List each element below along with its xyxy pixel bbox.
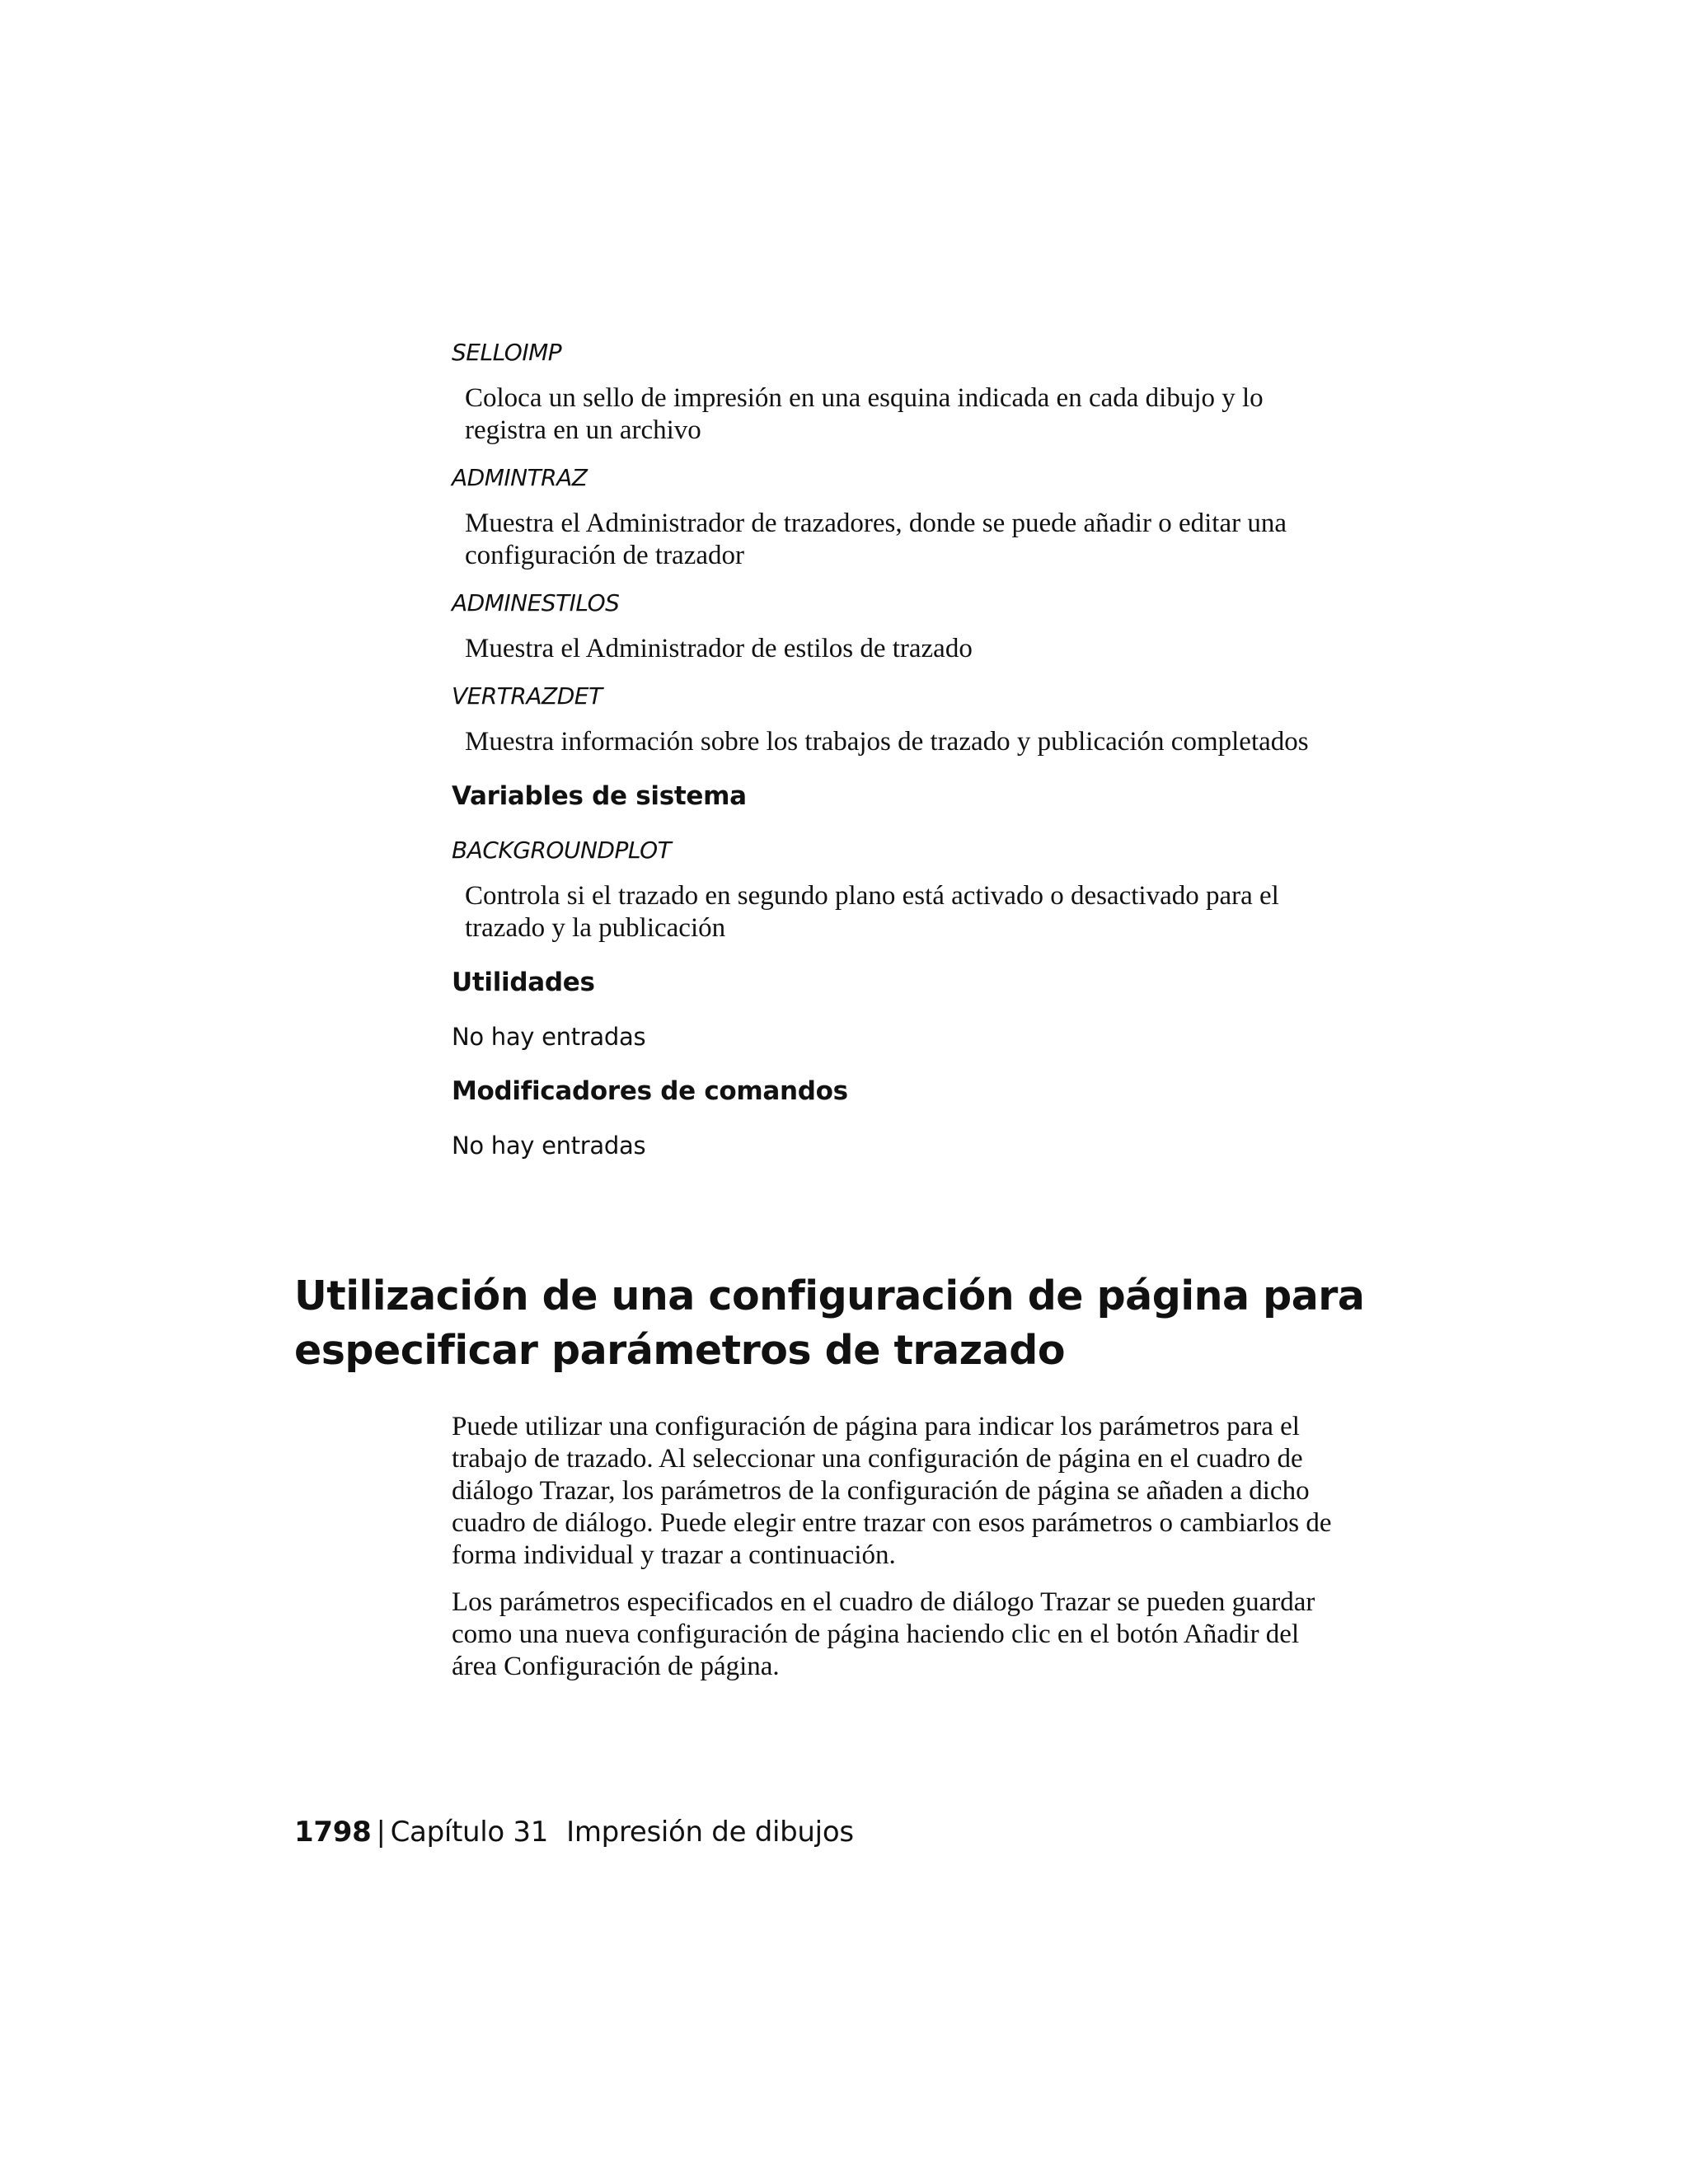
section-title-line-2: especificar parámetros de trazado — [294, 1327, 1065, 1374]
command-modifiers-text: No hay entradas — [452, 1132, 646, 1160]
command-name-selloimp: SELLOIMP — [452, 339, 562, 366]
command-reference-list — [452, 336, 1350, 1177]
command-modifiers-heading: Modificadores de comandos — [452, 1076, 848, 1106]
section-body — [452, 1411, 1350, 1698]
command-name-vertrazdet: VERTRAZDET — [452, 682, 603, 710]
utilities-heading: Utilidades — [452, 968, 595, 997]
system-variable-description-backgroundplot: Controla si el trazado en segundo plano está activado o desactivado para el trazado y la publicación — [465, 881, 1279, 943]
section-title — [294, 1269, 1366, 1378]
footer-separator: | — [376, 1816, 386, 1849]
system-variable-name-backgroundplot: BACKGROUNDPLOT — [452, 837, 672, 864]
section-title-line-1: Utilización de una configuración de página para — [294, 1272, 1365, 1319]
body-paragraph: Puede utilizar una configuración de página para indicar los parámetros para el trabajo de trazado. Al seleccionar una configuración de página en el cuadro de diálogo Trazar, los parámetros de la configuración de página se añaden a dicho cuadro de diálogo. Puede elegir entre trazar con esos parámetros o cambiarlos de forma individual y trazar a continuación. — [452, 1412, 1332, 1570]
command-description-selloimp: Coloca un sello de impresión en una esquina indicada en cada dibujo y lo registra en un archivo — [465, 383, 1264, 445]
system-variables-heading: Variables de sistema — [452, 781, 747, 811]
utilities-text: No hay entradas — [452, 1023, 646, 1051]
command-description-admintraz: Muestra el Administrador de trazadores, donde se puede añadir o editar una configuración de trazador — [465, 509, 1287, 570]
command-name-admintraz: ADMINTRAZ — [452, 464, 588, 491]
body-paragraph: Los parámetros especificados en el cuadro de diálogo Trazar se pueden guardar como una nueva configuración de página haciendo clic en el botón Añadir del área Configuración de página. — [452, 1587, 1315, 1681]
page-number: 1798 — [294, 1816, 372, 1849]
command-description-adminestilos: Muestra el Administrador de estilos de trazado — [465, 634, 973, 663]
page-footer — [294, 1813, 854, 1851]
command-description-vertrazdet: Muestra información sobre los trabajos de trazado y publicación completados — [465, 727, 1309, 757]
command-name-adminestilos: ADMINESTILOS — [452, 589, 620, 616]
chapter-title: Impresión de dibujos — [566, 1816, 854, 1849]
chapter-label: Capítulo 31 — [390, 1816, 549, 1849]
